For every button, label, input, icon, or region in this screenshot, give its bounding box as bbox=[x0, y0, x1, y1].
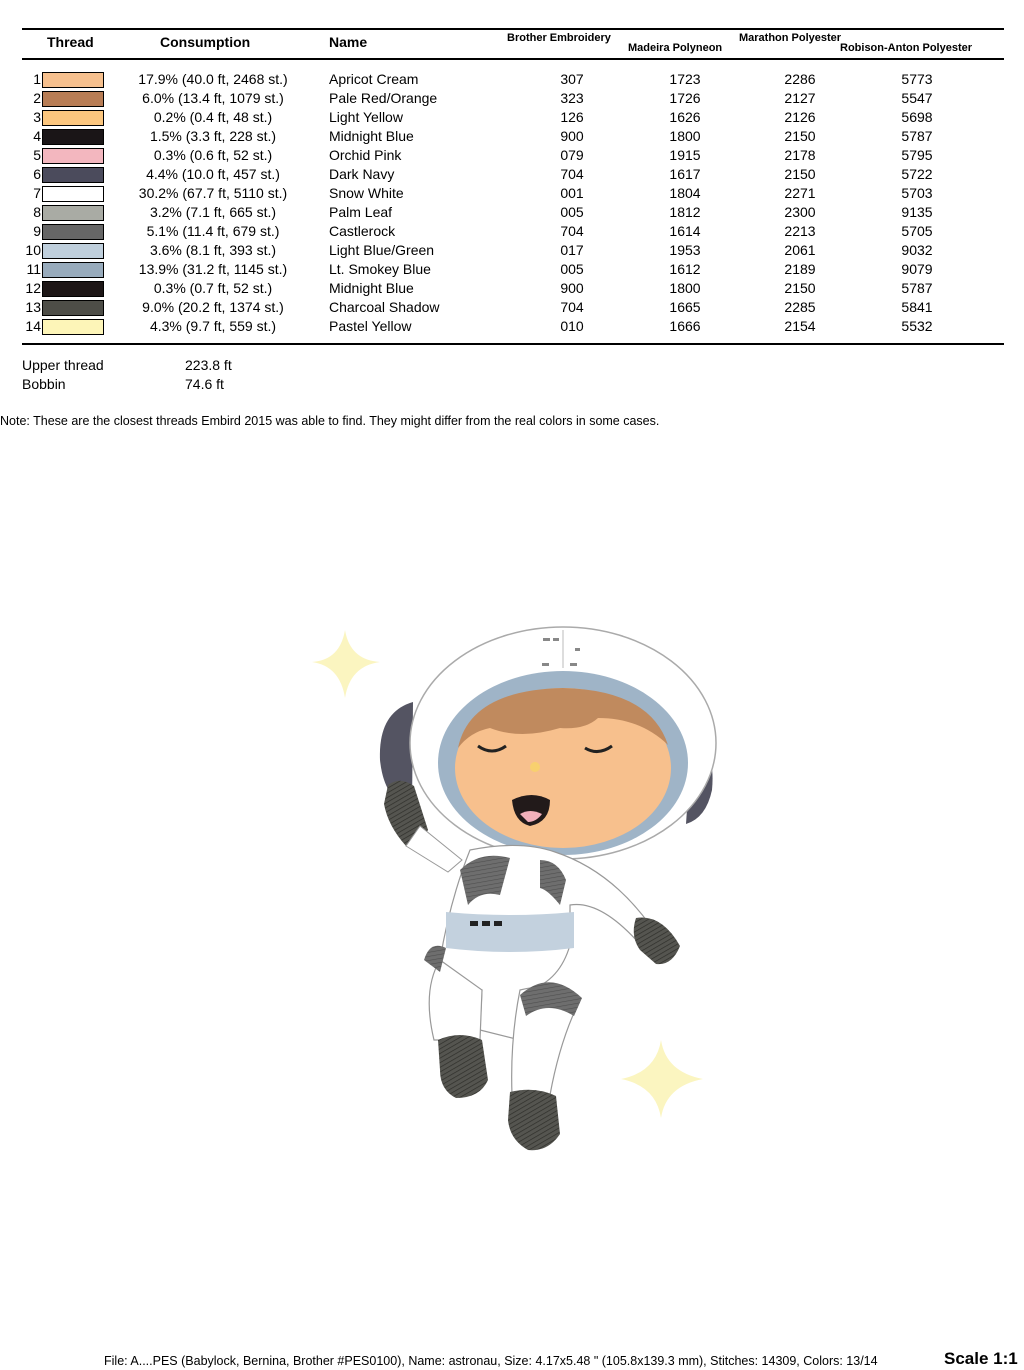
brother-code-cell: 323 bbox=[560, 90, 584, 106]
marathon-code-cell: 2300 bbox=[784, 204, 816, 220]
header-thread: Thread bbox=[47, 34, 94, 50]
header-consumption: Consumption bbox=[160, 34, 251, 50]
thread-name-cell: Snow White bbox=[329, 185, 404, 201]
consumption-cell: 4.3% (9.7 ft, 559 st.) bbox=[149, 318, 277, 334]
star-left-icon bbox=[312, 630, 380, 698]
madeira-code-cell: 1666 bbox=[669, 318, 701, 334]
thread-name-cell: Lt. Smokey Blue bbox=[329, 261, 431, 277]
brother-code-cell: 126 bbox=[560, 109, 584, 125]
consumption-cell: 30.2% (67.7 ft, 5110 st.) bbox=[138, 185, 288, 201]
thread-number: 1 bbox=[33, 71, 41, 87]
madeira-code-cell: 1626 bbox=[669, 109, 701, 125]
madeira-code-cell: 1812 bbox=[669, 204, 701, 220]
consumption-cell: 13.9% (31.2 ft, 1145 st.) bbox=[138, 261, 288, 277]
consumption-cell: 0.3% (0.7 ft, 52 st.) bbox=[153, 280, 273, 296]
thread-name-cell: Light Blue/Green bbox=[329, 242, 435, 258]
marathon-code-cell: 2150 bbox=[784, 166, 816, 182]
table-row bbox=[0, 70, 1024, 89]
thread-number: 2 bbox=[33, 90, 41, 106]
robison-code-cell: 5547 bbox=[901, 90, 933, 106]
color-swatch bbox=[42, 148, 104, 164]
madeira-code-cell: 1723 bbox=[669, 71, 701, 87]
color-swatch bbox=[42, 72, 104, 88]
marathon-code-cell: 2127 bbox=[784, 90, 816, 106]
consumption-cell: 9.0% (20.2 ft, 1374 st.) bbox=[142, 299, 284, 315]
thread-name-cell: Dark Navy bbox=[329, 166, 395, 182]
robison-code-cell: 5703 bbox=[901, 185, 933, 201]
bobbin-value: 74.6 ft bbox=[185, 376, 224, 392]
brother-code-cell: 079 bbox=[560, 147, 584, 163]
thread-number: 6 bbox=[33, 166, 41, 182]
scale-label: Scale 1:1 bbox=[944, 1349, 1018, 1368]
madeira-code-cell: 1614 bbox=[669, 223, 701, 239]
table-row bbox=[0, 298, 1024, 317]
marathon-code-cell: 2126 bbox=[784, 109, 816, 125]
brother-code-cell: 704 bbox=[560, 223, 584, 239]
table-row bbox=[0, 108, 1024, 127]
marathon-code-cell: 2213 bbox=[784, 223, 816, 239]
robison-code-cell: 5773 bbox=[901, 71, 933, 87]
robison-code-cell: 5787 bbox=[901, 128, 933, 144]
table-row bbox=[0, 184, 1024, 203]
robison-code-cell: 5795 bbox=[901, 147, 933, 163]
astronaut-embroidery-design bbox=[300, 615, 720, 1160]
robison-code-cell: 9135 bbox=[901, 204, 933, 220]
consumption-cell: 6.0% (13.4 ft, 1079 st.) bbox=[142, 90, 284, 106]
color-swatch bbox=[42, 129, 104, 145]
table-top-rule bbox=[22, 28, 1004, 30]
brother-code-cell: 017 bbox=[560, 242, 584, 258]
table-row bbox=[0, 127, 1024, 146]
thread-name-cell: Light Yellow bbox=[329, 109, 403, 125]
file-info: File: A....PES (Babylock, Bernina, Brother #PES0100), Name: astronau, Size: 4.17x5.48 " (105.8x139.3 mm), Stitches: 14309, Colors: 13/14 bbox=[104, 1354, 878, 1368]
table-row bbox=[0, 222, 1024, 241]
brother-code-cell: 005 bbox=[560, 204, 584, 220]
madeira-code-cell: 1612 bbox=[669, 261, 701, 277]
robison-code-cell: 5787 bbox=[901, 280, 933, 296]
table-row bbox=[0, 165, 1024, 184]
thread-number: 8 bbox=[33, 204, 41, 220]
thread-note: Note: These are the closest threads Embird 2015 was able to find. They might differ from the real colors in some cases. bbox=[0, 414, 660, 428]
thread-number: 4 bbox=[33, 128, 41, 144]
thread-number: 5 bbox=[33, 147, 41, 163]
thread-name-cell: Pale Red/Orange bbox=[329, 90, 438, 106]
header-brother: Brother Embroidery bbox=[507, 32, 611, 44]
thread-number: 12 bbox=[25, 280, 41, 296]
marathon-code-cell: 2178 bbox=[784, 147, 816, 163]
consumption-cell: 4.4% (10.0 ft, 457 st.) bbox=[146, 166, 280, 182]
bobbin-label: Bobbin bbox=[22, 376, 66, 392]
madeira-code-cell: 1800 bbox=[669, 128, 701, 144]
star-right-icon bbox=[621, 1040, 703, 1118]
upper-thread-label: Upper thread bbox=[22, 357, 104, 373]
consumption-cell: 0.2% (0.4 ft, 48 st.) bbox=[153, 109, 273, 125]
robison-code-cell: 9079 bbox=[901, 261, 933, 277]
color-swatch bbox=[42, 300, 104, 316]
brother-code-cell: 900 bbox=[560, 280, 584, 296]
brother-code-cell: 307 bbox=[560, 71, 584, 87]
marathon-code-cell: 2150 bbox=[784, 128, 816, 144]
brother-code-cell: 005 bbox=[560, 261, 584, 277]
thread-number: 7 bbox=[33, 185, 41, 201]
header-name: Name bbox=[329, 34, 368, 50]
table-bottom-rule bbox=[22, 343, 1004, 345]
robison-code-cell: 5841 bbox=[901, 299, 933, 315]
brother-code-cell: 704 bbox=[560, 299, 584, 315]
madeira-code-cell: 1726 bbox=[669, 90, 701, 106]
thread-number: 13 bbox=[25, 299, 41, 315]
marathon-code-cell: 2189 bbox=[784, 261, 816, 277]
robison-code-cell: 5722 bbox=[901, 166, 933, 182]
thread-name-cell: Pastel Yellow bbox=[329, 318, 412, 334]
table-row bbox=[0, 241, 1024, 260]
color-swatch bbox=[42, 186, 104, 202]
robison-code-cell: 9032 bbox=[901, 242, 933, 258]
consumption-cell: 5.1% (11.4 ft, 679 st.) bbox=[146, 223, 280, 239]
marathon-code-cell: 2286 bbox=[784, 71, 816, 87]
robison-code-cell: 5705 bbox=[901, 223, 933, 239]
table-row bbox=[0, 317, 1024, 336]
thread-name-cell: Midnight Blue bbox=[329, 128, 414, 144]
thread-number: 9 bbox=[33, 223, 41, 239]
thread-name-cell: Apricot Cream bbox=[329, 71, 419, 87]
color-swatch bbox=[42, 205, 104, 221]
consumption-cell: 3.6% (8.1 ft, 393 st.) bbox=[149, 242, 277, 258]
thread-name-cell: Midnight Blue bbox=[329, 280, 414, 296]
color-swatch bbox=[42, 262, 104, 278]
robison-code-cell: 5532 bbox=[901, 318, 933, 334]
thread-number: 3 bbox=[33, 109, 41, 125]
madeira-code-cell: 1665 bbox=[669, 299, 701, 315]
color-swatch bbox=[42, 281, 104, 297]
madeira-code-cell: 1915 bbox=[669, 147, 701, 163]
color-swatch bbox=[42, 319, 104, 335]
consumption-cell: 1.5% (3.3 ft, 228 st.) bbox=[149, 128, 277, 144]
brother-code-cell: 001 bbox=[560, 185, 584, 201]
consumption-cell: 3.2% (7.1 ft, 665 st.) bbox=[149, 204, 277, 220]
thread-number: 11 bbox=[26, 261, 41, 277]
thread-number: 14 bbox=[25, 318, 41, 334]
marathon-code-cell: 2150 bbox=[784, 280, 816, 296]
madeira-code-cell: 1800 bbox=[669, 280, 701, 296]
color-swatch bbox=[42, 91, 104, 107]
color-swatch bbox=[42, 224, 104, 240]
brother-code-cell: 704 bbox=[560, 166, 584, 182]
table-header-rule bbox=[22, 58, 1004, 60]
thread-name-cell: Castlerock bbox=[329, 223, 396, 239]
color-swatch bbox=[42, 243, 104, 259]
thread-number: 10 bbox=[25, 242, 41, 258]
marathon-code-cell: 2154 bbox=[784, 318, 816, 334]
brother-code-cell: 900 bbox=[560, 128, 584, 144]
header-madeira: Madeira Polyneon bbox=[628, 42, 723, 54]
marathon-code-cell: 2271 bbox=[784, 185, 816, 201]
thread-name-cell: Charcoal Shadow bbox=[329, 299, 440, 315]
madeira-code-cell: 1953 bbox=[669, 242, 701, 258]
table-row bbox=[0, 279, 1024, 298]
table-row bbox=[0, 146, 1024, 165]
thread-name-cell: Orchid Pink bbox=[329, 147, 402, 163]
color-swatch bbox=[42, 167, 104, 183]
madeira-code-cell: 1617 bbox=[669, 166, 701, 182]
madeira-code-cell: 1804 bbox=[669, 185, 701, 201]
color-swatch bbox=[42, 110, 104, 126]
robison-code-cell: 5698 bbox=[901, 109, 933, 125]
table-row bbox=[0, 89, 1024, 108]
upper-thread-value: 223.8 ft bbox=[185, 357, 232, 373]
header-marathon: Marathon Polyester bbox=[739, 32, 842, 44]
consumption-cell: 17.9% (40.0 ft, 2468 st.) bbox=[138, 71, 288, 87]
header-robison: Robison-Anton Polyester bbox=[840, 42, 973, 54]
table-row bbox=[0, 260, 1024, 279]
marathon-code-cell: 2061 bbox=[784, 242, 816, 258]
thread-name-cell: Palm Leaf bbox=[329, 204, 393, 220]
brother-code-cell: 010 bbox=[560, 318, 584, 334]
marathon-code-cell: 2285 bbox=[784, 299, 816, 315]
table-row bbox=[0, 203, 1024, 222]
consumption-cell: 0.3% (0.6 ft, 52 st.) bbox=[153, 147, 273, 163]
